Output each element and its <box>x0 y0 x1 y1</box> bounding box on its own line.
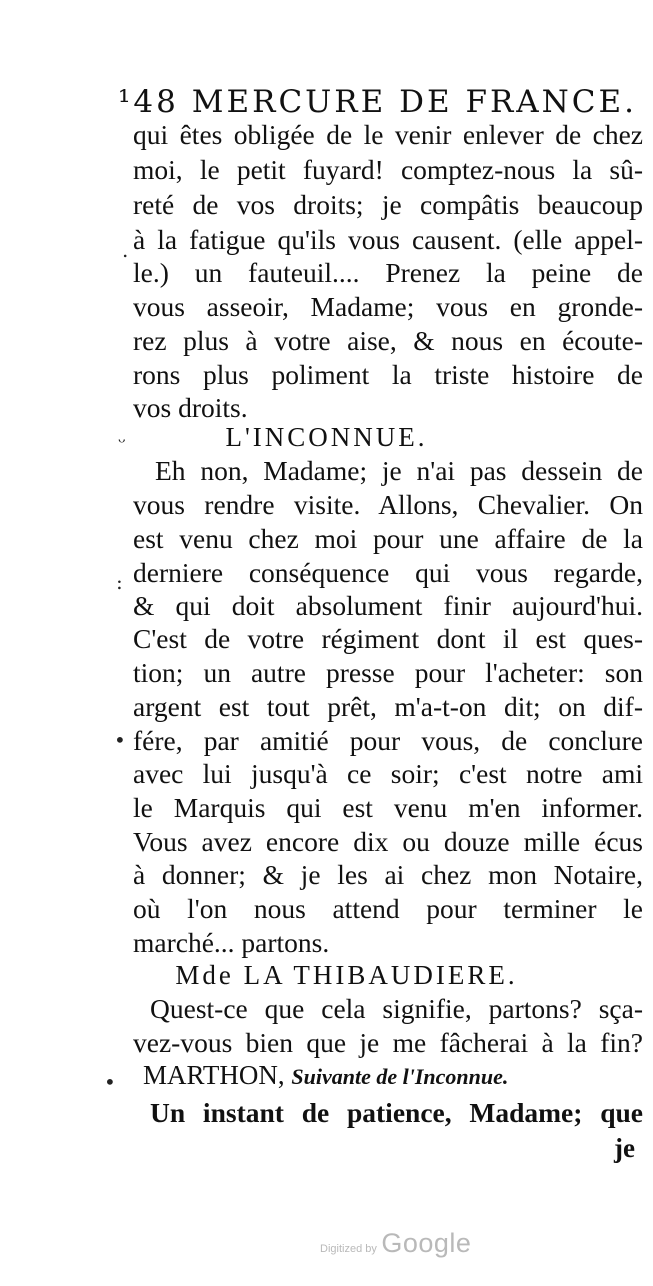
speaker-heading: Mde LA THIBAUDIERE. <box>175 960 518 990</box>
google-watermark <box>320 1228 471 1259</box>
text-line: vos droits. <box>133 392 248 423</box>
text-line: vez-vous bien que je me fâcherai à la fin? <box>133 1027 643 1058</box>
text-line: à donner; & je les ai chez mon Notaire, <box>133 859 643 890</box>
text-line: rons plus poliment la triste histoire de <box>133 359 643 390</box>
text-line: argent est tout prêt, m'a-t-on dit; on dif- <box>133 691 643 722</box>
text-line: tion; un autre presse pour l'acheter: son <box>133 657 643 688</box>
margin-mark: : <box>116 570 123 594</box>
text-line: & qui doit absolument finir aujourd'hui. <box>133 590 643 621</box>
margin-mark: ᵕ <box>118 430 126 454</box>
margin-mark: • <box>104 1070 116 1094</box>
text-line: est venu chez moi pour une affaire de la <box>133 523 643 554</box>
watermark-logo: Google <box>381 1228 472 1258</box>
speaker-role: Suivante de l'Inconnue. <box>291 1064 509 1089</box>
text-line: vous rendre visite. Allons, Chevalier. On <box>133 489 643 520</box>
text-line: moi, le petit fuyard! comptez-nous la sû- <box>133 154 643 185</box>
text-line: fére, par amitié pour vous, de conclure <box>133 725 643 756</box>
running-header: ¹48 MERCURE DE FRANCE. <box>118 84 638 120</box>
speaker-heading: L'INCONNUE. <box>225 422 428 452</box>
text-line: Quest-ce que cela signifie, partons? sça- <box>150 993 643 1024</box>
text-line: vous asseoir, Madame; vous en gronde- <box>133 291 643 322</box>
text-line: où l'on nous attend pour terminer le <box>133 893 643 924</box>
text-line: le Marquis qui est venu m'en informer. <box>133 792 643 823</box>
text-line: le.) un fauteuil.... Prenez la peine de <box>133 257 643 288</box>
text-line: qui êtes obligée de le venir enlever de chez <box>133 119 643 150</box>
speaker-heading <box>143 1060 508 1091</box>
text-line: reté de vos droits; je compâtis beaucoup <box>133 189 643 220</box>
text-line: C'est de votre régiment dont il est ques- <box>133 623 643 654</box>
text-line: à la fatigue qu'ils vous causent. (elle appel- <box>133 224 643 255</box>
text-line: marché... partons. <box>133 927 330 958</box>
margin-mark: . <box>122 238 129 262</box>
text-line: rez plus à votre aise, & nous en écoute- <box>133 325 643 356</box>
margin-mark: • <box>114 728 126 752</box>
text-line: Eh non, Madame; je n'ai pas dessein de <box>155 455 643 486</box>
catchword: je <box>614 1133 635 1163</box>
text-line: avec lui jusqu'à ce soir; c'est notre ami <box>133 758 643 789</box>
speaker-name: MARTHON, <box>143 1060 285 1090</box>
text-line: Un instant de patience, Madame; que <box>150 1097 643 1128</box>
text-line: Vous avez encore dix ou douze mille écus <box>133 826 643 857</box>
watermark-prefix: Digitized by <box>320 1243 377 1255</box>
text-line: derniere conséquence qui vous regarde, <box>133 557 643 588</box>
